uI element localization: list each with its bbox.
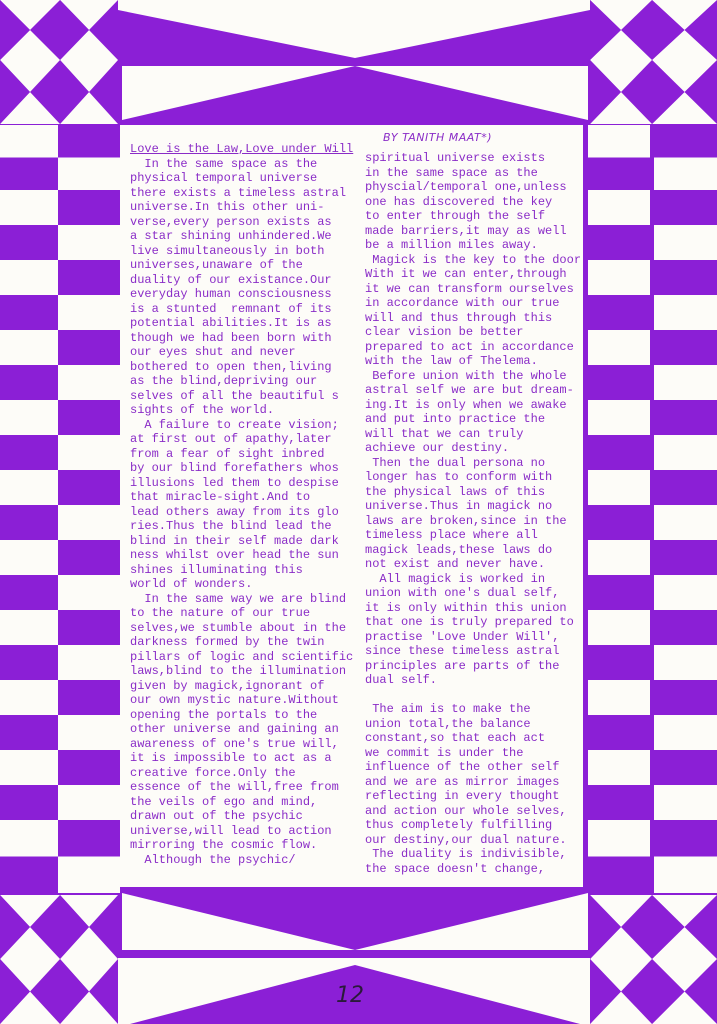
checker-square: [0, 400, 58, 435]
text-line: ness whilst over head the sun: [130, 548, 339, 562]
text-line: With it we can enter,through: [365, 267, 567, 281]
text-line: the space doesn't change,: [365, 861, 546, 876]
checker-square: [654, 857, 717, 894]
text-line: principles are parts of the: [365, 658, 560, 673]
checker-square: [654, 435, 717, 470]
text-line: our destiny,our dual nature.: [365, 832, 567, 847]
right-column: [365, 151, 581, 876]
text-line: that one is truly prepared to: [365, 615, 574, 629]
text-line: it is impossible to act as a: [130, 751, 332, 765]
text-line: live simultaneously in both: [130, 243, 325, 258]
text-line: to the nature of our true: [130, 606, 311, 620]
text-line: as the blind,depriving our: [130, 374, 318, 388]
text-line: verse,every person exists as: [130, 214, 332, 229]
checker-square: [654, 225, 717, 260]
text-line: made barriers,it may as well: [365, 223, 567, 238]
text-line: influence of the other self: [365, 760, 560, 774]
checker-square: [0, 190, 58, 225]
text-line: blind in their self made dark: [130, 533, 339, 548]
text-line: and action our whole selves,: [365, 803, 567, 818]
checker-square: [58, 225, 120, 260]
checker-square: [588, 125, 650, 158]
checker-square: [654, 158, 717, 191]
text-line: universe.In this other uni-: [130, 200, 325, 214]
checker-square: [0, 610, 58, 645]
text-line: universes,unaware of the: [130, 258, 303, 272]
checker-square: [0, 125, 58, 158]
text-line: bothered to open then,living: [130, 359, 332, 374]
checker-square: [0, 540, 58, 575]
text-line: to enter through the self: [365, 209, 546, 223]
text-line: there exists a timeless astral: [130, 185, 347, 200]
text-line: everyday human consciousness: [130, 287, 332, 301]
text-line: essence of the will,free from: [130, 780, 339, 794]
checker-square: [58, 158, 120, 191]
text-line: selves,we stumble about in the: [130, 620, 347, 635]
text-line: given by magick,ignorant of: [130, 678, 325, 693]
text-line: The aim is to make the: [365, 702, 531, 716]
text-line: will and thus through this: [365, 310, 553, 325]
text-line: is a stunted remnant of its: [130, 301, 332, 316]
text-line: achieve our destiny.: [365, 441, 510, 455]
text-line: from a fear of sight inbred: [130, 446, 325, 461]
text-line: ing.It is only when we awake: [365, 397, 567, 412]
checker-square: [0, 330, 58, 365]
text-line: at first out of apathy,later: [130, 432, 332, 446]
text-line: our eyes shut and never: [130, 345, 296, 359]
text-line: physical temporal universe: [130, 171, 318, 185]
checker-square: [0, 470, 58, 505]
text-line: with the law of Thelema.: [365, 354, 538, 368]
checker-square: [588, 400, 650, 435]
checker-square: [588, 680, 650, 715]
text-line: darkness formed by the twin: [130, 635, 325, 649]
text-line: timeless place where all: [365, 528, 538, 542]
checker-square: [654, 295, 717, 330]
text-line: awareness of one's true will,: [130, 736, 339, 751]
text-line: In the same way we are blind: [130, 591, 347, 606]
checker-square: [0, 820, 58, 857]
checker-square: [588, 330, 650, 365]
text-line: and we are as mirror images: [365, 774, 560, 789]
checker-square: [588, 820, 650, 857]
text-line: a star shining unhindered.We: [130, 229, 332, 243]
text-line: physcial/temporal one,unless: [365, 180, 567, 194]
text-line: we commit is under the: [365, 745, 524, 760]
text-line: and put into practice the: [365, 412, 546, 426]
checker-square: [654, 715, 717, 750]
text-line: Love is the Law,Love under Will: [130, 142, 354, 156]
text-line: that miracle-sight.And to: [130, 490, 311, 504]
checker-square: [58, 575, 120, 610]
text-line: in the same space as the: [365, 165, 538, 180]
text-line: will that we can truly: [365, 426, 524, 441]
text-line: not exist and never have.: [365, 557, 546, 571]
text-line: lead others away from its glo: [130, 504, 339, 519]
checker-square: [654, 365, 717, 400]
left-column: [130, 142, 353, 867]
text-line: constant,so that each act: [365, 731, 546, 745]
text-line: dual self.: [365, 673, 438, 687]
checker-square: [58, 505, 120, 540]
checker-square: [588, 470, 650, 505]
checker-square: [0, 260, 58, 295]
checker-square: [588, 190, 650, 225]
text-line: illusions led them to despise: [130, 475, 339, 490]
text-line: astral self we are but dream-: [365, 383, 574, 397]
checker-square: [58, 295, 120, 330]
text-line: universe,will lead to action: [130, 823, 332, 838]
checker-square: [58, 857, 120, 894]
checker-square: [58, 645, 120, 680]
text-line: laws,blind to the illumination: [130, 664, 347, 678]
checker-square: [588, 610, 650, 645]
text-line: though we had been born with: [130, 330, 332, 345]
text-line: world of wonders.: [130, 577, 253, 591]
checker-square: [654, 645, 717, 680]
text-line: clear vision be better: [365, 325, 524, 339]
checker-square: [0, 750, 58, 785]
text-line: selves of all the beautiful s: [130, 388, 339, 403]
byline: BY TANITH MAAT*): [383, 131, 493, 144]
text-line: spiritual universe exists: [365, 151, 546, 165]
checker-square: [654, 575, 717, 610]
text-line: thus completely fulfilling: [365, 818, 553, 832]
text-line: since these timeless astral: [365, 644, 560, 658]
text-line: magick leads,these laws do: [365, 542, 553, 557]
page-number: 12: [336, 983, 364, 1008]
text-line: our own mystic nature.Without: [130, 693, 339, 707]
text-line: potential abilities.It is as: [130, 316, 332, 330]
text-line: universe.Thus in magick no: [365, 499, 553, 513]
text-line: practise 'Love Under Will',: [365, 629, 560, 644]
text-line: Before union with the whole: [365, 368, 567, 383]
text-line: Magick is the key to the door: [365, 252, 582, 267]
checker-square: [654, 785, 717, 820]
text-line: laws are broken,since in the: [365, 513, 567, 528]
text-line: creative force.Only the: [130, 765, 296, 780]
text-line: duality of our existance.Our: [130, 272, 332, 287]
text-line: Although the psychic/: [130, 852, 296, 867]
text-line: mirroring the cosmic flow.: [130, 838, 318, 852]
text-line: the veils of ego and mind,: [130, 794, 318, 809]
text-line: ries.Thus the blind lead the: [130, 519, 332, 533]
checker-square: [588, 750, 650, 785]
text-line: pillars of logic and scientific: [130, 649, 354, 664]
text-line: shines illuminating this: [130, 562, 303, 577]
checker-square: [654, 505, 717, 540]
text-line: by our blind forefathers whos: [130, 461, 339, 475]
checker-square: [0, 680, 58, 715]
text-line: one has discovered the key: [365, 194, 553, 209]
text-line: other universe and gaining an: [130, 722, 339, 736]
text-line: drawn out of the psychic: [130, 809, 303, 823]
checker-square: [588, 540, 650, 575]
text-line: sights of the world.: [130, 403, 275, 417]
text-line: Then the dual persona no: [365, 455, 546, 470]
text-line: union total,the balance: [365, 716, 531, 731]
text-line: prepared to act in accordance: [365, 339, 574, 354]
text-line: In the same space as the: [130, 156, 318, 171]
text-line: The duality is indivisible,: [365, 847, 567, 861]
text-line: it we can transform ourselves: [365, 281, 574, 296]
checker-square: [58, 785, 120, 820]
text-line: A failure to create vision;: [130, 417, 339, 432]
checker-square: [58, 435, 120, 470]
checker-square: [58, 365, 120, 400]
text-line: the physical laws of this: [365, 484, 546, 499]
text-line: in accordance with our true: [365, 296, 560, 310]
text-line: All magick is worked in: [365, 571, 546, 586]
text-line: longer has to conform with: [365, 470, 553, 484]
checker-square: [588, 260, 650, 295]
checker-square: [58, 715, 120, 750]
text-line: opening the portals to the: [130, 707, 318, 722]
text-line: be a million miles away.: [365, 238, 538, 252]
text-line: reflecting in every thought: [365, 789, 560, 803]
text-line: union with one's dual self,: [365, 586, 560, 600]
text-line: it is only within this union: [365, 600, 567, 615]
text-line: [365, 688, 581, 703]
